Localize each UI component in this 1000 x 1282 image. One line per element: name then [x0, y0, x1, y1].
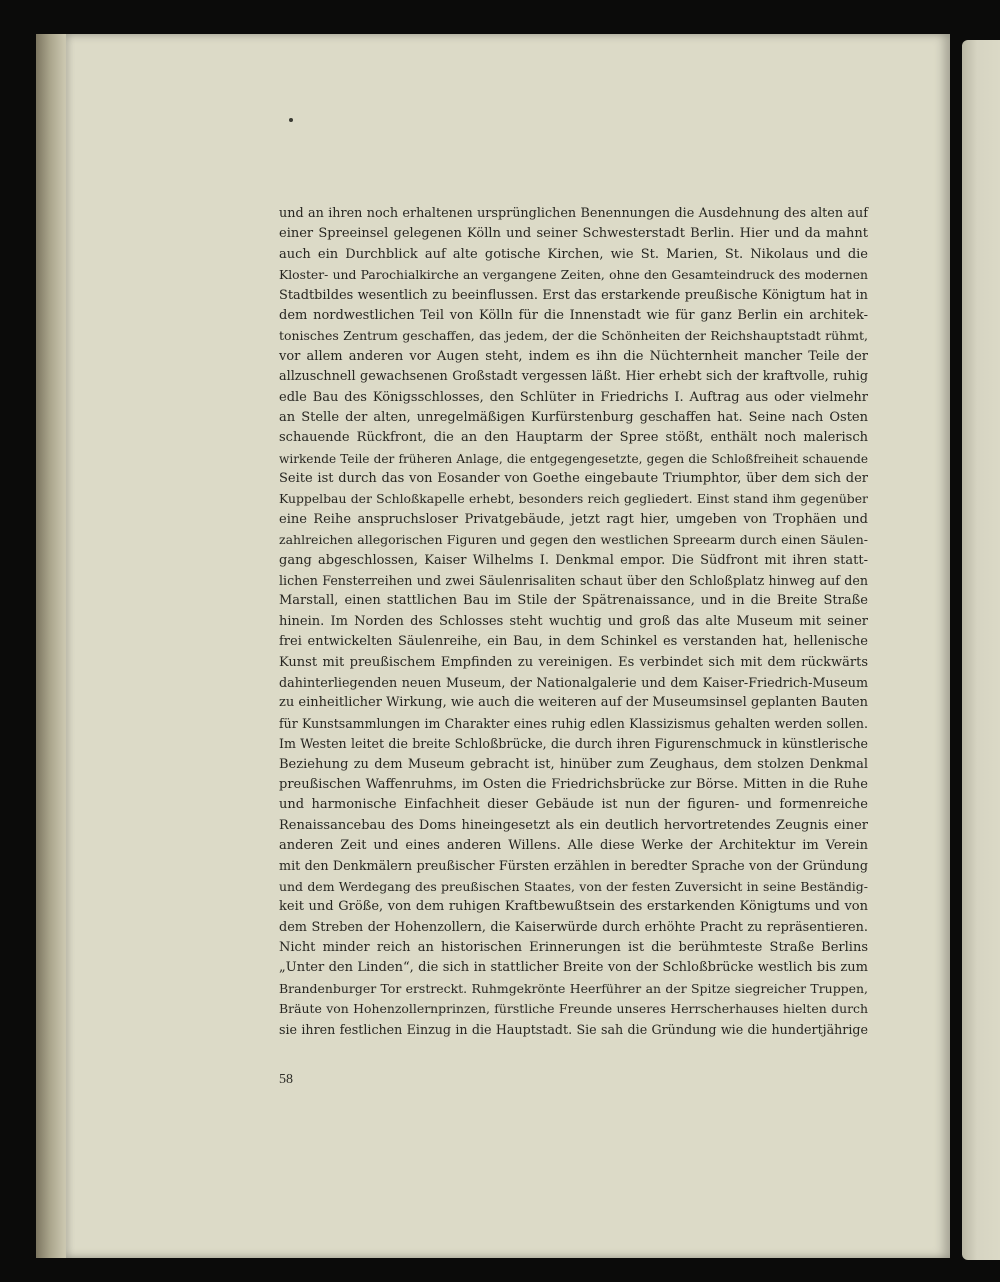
text-line: auch ein Durchblick auf alte gotische Kirchen, wie St. Marien, St. Nikolaus und die [279, 246, 868, 262]
text-line: und harmonische Einfachheit dieser Gebäude ist nun der figuren- und formenreiche [279, 797, 868, 813]
text-line: dem nordwestlichen Teil von Kölln für die Innenstadt wie für ganz Berlin ein architek- [279, 307, 868, 323]
text-line: eine Reihe anspruchsloser Privatgebäude, jetzt ragt hier, umgeben von Trophäen und [279, 511, 868, 527]
text-line: Nicht minder reich an historischen Erinnerungen ist die berühmteste Straße Berlins [279, 940, 868, 956]
text-line: Kuppelbau der Schloßkapelle erhebt, besonders reich gegliedert. Einst stand ihm gegenüber [279, 491, 868, 507]
text-line: Renaissancebau des Doms hineingesetzt als ein deutlich hervortretendes Zeugnis einer [279, 817, 868, 833]
text-line: hinein. Im Norden des Schlosses steht wuchtig und groß das alte Museum mit seiner [279, 613, 868, 629]
text-line: frei entwickelten Säulenreihe, ein Bau, in dem Schinkel es verstanden hat, hellenische [279, 634, 868, 650]
text-line: dem Streben der Hohenzollern, die Kaiserwürde durch erhöhte Pracht zu repräsentieren. [279, 919, 868, 935]
text-line: edle Bau des Königsschlosses, den Schlüter in Friedrichs I. Auftrag aus oder vielmehr [279, 389, 868, 405]
text-line: einer Spreeinsel gelegenen Kölln und seiner Schwesterstadt Berlin. Hier und da mahnt [279, 226, 868, 242]
text-line: „Unter den Linden“, die sich in stattlicher Breite von der Schloßbrücke westlich bis zum [279, 960, 868, 976]
text-line: zahlreichen allegorischen Figuren und gegen den westlichen Spreearm durch einen Säulen- [279, 532, 868, 548]
text-line: dahinterliegenden neuen Museum, der Nationalgalerie und dem Kaiser-Friedrich-Museum [279, 674, 868, 690]
text-line: und dem Werdegang des preußischen Staates, von der festen Zuversicht in seine Beständig- [279, 878, 868, 894]
text-line: preußischen Waffenruhms, im Osten die Friedrichsbrücke zur Börse. Mitten in die Ruhe [279, 776, 868, 792]
text-line: sie ihren festlichen Einzug in die Hauptstadt. Sie sah die Gründung wie die hundertjährige [279, 1021, 868, 1037]
text-line: Stadtbildes wesentlich zu beeinflussen. Erst das erstarkende preußische Königtum hat in [279, 287, 868, 303]
text-line: an Stelle der alten, unregelmäßigen Kurfürstenburg geschaffen hat. Seine nach Osten [279, 409, 868, 425]
text-line: und an ihren noch erhaltenen ursprünglichen Benennungen die Ausdehnung des alten auf [279, 206, 868, 221]
text-line: Marstall, einen stattlichen Bau im Stile der Spätrenaissance, und in die Breite Straße [279, 593, 868, 609]
text-line: tonisches Zentrum geschaffen, das jedem, der die Schönheiten der Reichshauptstadt rühmt, [279, 328, 868, 344]
text-line: Brandenburger Tor erstreckt. Ruhmgekrönte Heerführer an der Spitze siegreicher Truppen, [279, 980, 868, 996]
text-line: Beziehung zu dem Museum gebracht ist, hinüber zum Zeughaus, dem stolzen Denkmal [279, 756, 868, 772]
text-line: Bräute von Hohenzollernprinzen, fürstliche Freunde unseres Herrscherhauses hielten durch [279, 1001, 868, 1017]
text-line: gang abgeschlossen, Kaiser Wilhelms I. Denkmal empor. Die Südfront mit ihren statt- [279, 552, 868, 568]
text-line: wirkende Teile der früheren Anlage, die entgegengesetzte, gegen die Schloßfreiheit schauende [279, 451, 868, 466]
ink-speck [289, 118, 293, 122]
text-line: Kunst mit preußischem Empfinden zu vereinigen. Es verbindet sich mit dem rückwärts [279, 654, 868, 670]
text-line: allzuschnell gewachsenen Großstadt vergessen läßt. Hier erhebt sich der kraftvolle, ruhig [279, 369, 868, 385]
text-line: für Kunstsammlungen im Charakter eines ruhig edlen Klassizismus gehalten werden sollen. [279, 715, 868, 731]
body-text [279, 204, 868, 1040]
text-line: vor allem anderen vor Augen steht, indem es ihn die Nüchternheit mancher Teile der [279, 348, 868, 364]
text-line: zu einheitlicher Wirkung, wie auch die weiteren auf der Museumsinsel geplanten Bauten [279, 695, 868, 711]
text-line: anderen Zeit und eines anderen Willens. Alle diese Werke der Architektur im Verein [279, 838, 868, 854]
text-line: Seite ist durch das von Eosander von Goethe eingebaute Triumphtor, über dem sich der [279, 471, 868, 487]
text-line: mit den Denkmälern preußischer Fürsten erzählen in beredter Sprache von der Gründung [279, 858, 868, 874]
text-line: Im Westen leitet die breite Schloßbrücke, die durch ihren Figurenschmuck in künstlerische [279, 736, 868, 752]
text-line: schauende Rückfront, die an den Hauptarm der Spree stößt, enthält noch malerisch [279, 430, 868, 446]
text-line: lichen Fensterreihen und zwei Säulenrisaliten schaut über den Schloßplatz hinweg auf den [279, 573, 868, 589]
text-line: Kloster- und Parochialkirche an vergangene Zeiten, ohne den Gesamteindruck des modernen [279, 268, 868, 283]
facing-page-edge [962, 40, 1000, 1260]
text-line: keit und Größe, von dem ruhigen Kraftbewußtsein des erstarkenden Königtums und von [279, 899, 868, 915]
page-number: 58 [279, 1072, 293, 1087]
